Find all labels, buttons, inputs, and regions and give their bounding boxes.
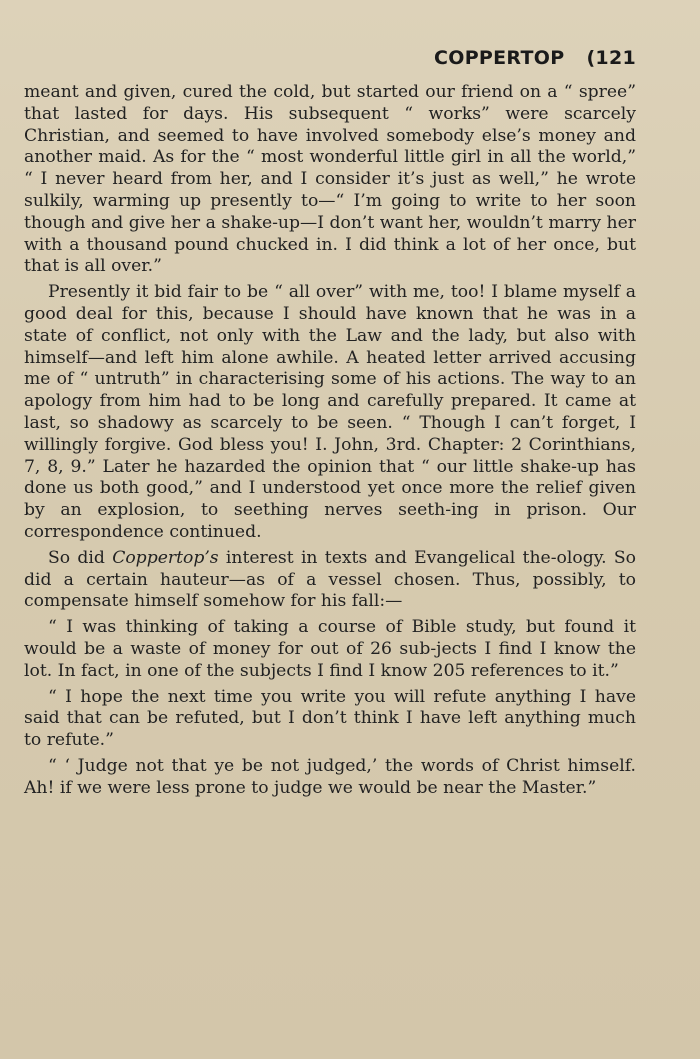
- page-number: (121: [586, 47, 636, 69]
- running-title: COPPERTOP: [434, 47, 565, 69]
- quotation-paragraph: “ ‘ Judge not that ye be not judged,’ the words of Christ himself. Ah! if we were less prone to judge we would be near the Master.”: [24, 755, 636, 798]
- paragraph: [24, 548, 636, 613]
- quotation-paragraph: “ I was thinking of taking a course of Bible study, but found it would be a waste of money for out of 26 sub-jects I find I know the lot. In fact, in one of the subjects I find I know 205 references to it.”: [24, 617, 636, 681]
- paragraph: meant and given, cured the cold, but started our friend on a “ spree” that lasted for days. His subsequent “ works” were scarcely Christian, and seemed to have involved somebody else’s money and another maid. As for the “ most wonderful little girl in all the world,” “ I never heard from her, and I consider it’s just as well,” he wrote sulkily, warming up presently to—“ I’m going to write to her soon though and give her a shake-up—I don’t want her, wouldn’t marry her with a thousand pound chucked in. I did think a lot of her once, but that is all over.”: [24, 82, 636, 277]
- running-header: [24, 44, 636, 72]
- paragraph: Presently it bid fair to be “ all over” with me, too! I blame myself a good deal for this, because I should have known that he was in a state of conflict, not only with the Law and the lady, but also with himself—and left him alone awhile. A heated letter arrived accusing me of “ untruth” in characterising some of his actions. The way to an apology from him had to be long and carefully prepared. It came at last, so shadowy as scarcely to be seen. “ Though I can’t forget, I willingly forgive. God bless you! I. John, 3rd. Chapter: 2 Corinthians, 7, 8, 9.” Later he hazarded the opinion that “ our little shake-up has done us both good,” and I understood yet once more the relief given by an explosion, to seething nerves seeth-ing in prison. Our correspondence continued.: [24, 282, 636, 542]
- paragraph-rest: interest in texts and Evangelical the-ology. So did a certain hauteur—as of a vessel chosen. Thus, possibly, to compensate himself somehow for his fall:—: [24, 547, 636, 612]
- paragraph-lead: So did: [48, 547, 113, 568]
- quotation-paragraph: “ I hope the next time you write you will refute anything I have said that can be refuted, but I don’t think I have left anything much to refute.”: [24, 686, 636, 751]
- italic-title: Coppertop’s: [112, 547, 219, 568]
- body-text: [24, 82, 636, 804]
